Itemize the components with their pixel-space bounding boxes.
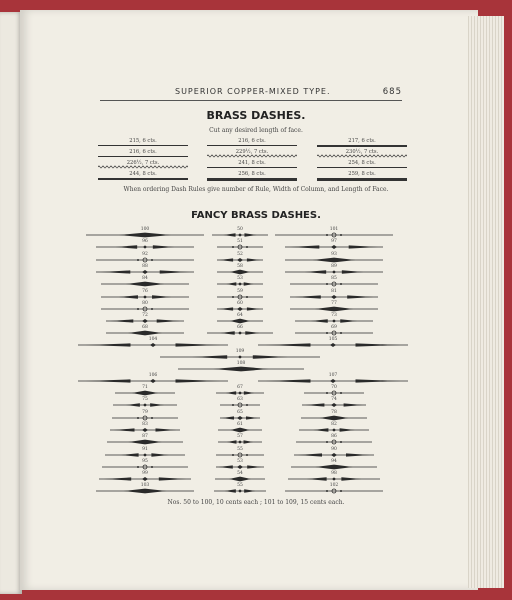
dash-ornament xyxy=(216,452,264,458)
fancy-dash xyxy=(78,374,228,383)
dash-label: 241, 8 cts. xyxy=(238,160,266,166)
fancy-dash xyxy=(217,314,263,323)
dash-ornament xyxy=(294,452,374,458)
dash-ornament xyxy=(220,415,260,421)
fancy-dash xyxy=(101,302,189,311)
fancy-dash xyxy=(217,277,263,286)
dash-number: 55 xyxy=(237,446,243,452)
dash-ornament xyxy=(288,476,380,482)
dash-ornament xyxy=(285,269,383,275)
fancy-dash xyxy=(218,435,262,444)
fancy-dash xyxy=(101,277,189,286)
dash-ornament xyxy=(299,427,369,433)
dash-number: 66 xyxy=(237,325,243,331)
fancy-dash xyxy=(294,448,374,457)
dash-number: 95 xyxy=(142,458,148,464)
brass-dashes-title: BRASS DASHES. xyxy=(206,109,306,122)
fancy-dash xyxy=(217,265,263,274)
dash-number: 51 xyxy=(237,239,243,245)
fancy-dash xyxy=(217,290,263,299)
dash-number: 69 xyxy=(331,325,337,331)
dash-number: 99 xyxy=(142,471,148,477)
fancy-dash xyxy=(214,484,266,493)
brass-dash-entry xyxy=(317,138,407,149)
dash-number: 87 xyxy=(142,434,148,440)
straight-rule xyxy=(317,145,407,147)
straight-rule xyxy=(98,145,188,146)
dash-number: 92 xyxy=(142,251,148,257)
dash-ornament xyxy=(217,318,263,324)
dash-ornament xyxy=(220,402,260,408)
fancy-dash xyxy=(96,265,194,274)
dash-ornament xyxy=(102,464,188,470)
fancy-dash xyxy=(105,448,185,457)
dash-number: 65 xyxy=(237,409,243,415)
dash-number: 93 xyxy=(331,251,337,257)
fancy-dash xyxy=(275,228,393,237)
dash-number: 97 xyxy=(331,239,337,245)
dash-number: 107 xyxy=(328,373,338,378)
dash-number: 101 xyxy=(329,227,339,232)
fancy-dash xyxy=(102,460,188,469)
fancy-dash xyxy=(178,362,304,371)
price-footer: Nos. 50 to 100, 10 cents each ; 101 to 109, 15 cents each. xyxy=(167,499,345,506)
dash-label: 230½, 7 cts. xyxy=(345,149,379,155)
dash-ornament xyxy=(160,354,320,360)
dash-number: 75 xyxy=(142,397,148,403)
dash-label: 259, 8 cts. xyxy=(348,171,376,177)
dash-number: 84 xyxy=(142,276,148,282)
fancy-dash xyxy=(299,423,369,432)
fancy-dash xyxy=(295,326,373,335)
running-header xyxy=(100,86,402,101)
dash-number: 90 xyxy=(331,446,337,452)
brass-dash-entry xyxy=(98,171,188,182)
fancy-dash xyxy=(110,423,180,432)
brass-dash-entry xyxy=(317,160,407,171)
fancy-dash xyxy=(212,228,268,237)
fancy-dash xyxy=(291,460,377,469)
dash-number: 67 xyxy=(237,385,243,390)
straight-rule xyxy=(98,156,188,157)
dash-ornament xyxy=(217,306,263,312)
dash-number: 89 xyxy=(331,263,337,269)
brass-column xyxy=(207,138,297,182)
dash-number: 76 xyxy=(142,288,148,294)
fancy-dash xyxy=(217,253,263,262)
dash-ornament xyxy=(290,294,378,300)
dash-ornament xyxy=(285,257,383,263)
fancy-dash xyxy=(220,411,260,420)
dash-label: 254, 8 cts. xyxy=(348,160,376,166)
fancy-dash xyxy=(285,484,383,493)
dash-number: 53 xyxy=(237,458,243,464)
dash-ornament xyxy=(212,232,268,238)
dash-ornament xyxy=(290,306,378,312)
dash-number: 86 xyxy=(331,434,337,440)
fancy-dash xyxy=(290,277,378,286)
dash-ornament xyxy=(216,464,264,470)
brass-dash-entry xyxy=(207,149,297,160)
dash-ornament xyxy=(112,415,178,421)
brass-dash-entry xyxy=(98,149,188,160)
dash-number: 61 xyxy=(237,421,243,427)
dash-ornament xyxy=(78,378,228,384)
dash-ornament xyxy=(101,294,189,300)
fancy-dash xyxy=(160,350,320,359)
fancy-dash xyxy=(96,484,194,493)
dash-number: 57 xyxy=(237,434,243,440)
dash-number: 79 xyxy=(142,409,148,415)
dash-ornament xyxy=(290,281,378,287)
dash-number: 78 xyxy=(331,409,337,415)
dash-ornament xyxy=(301,415,367,421)
dash-ornament xyxy=(214,488,266,494)
fancy-dashes-title: FANCY BRASS DASHES. xyxy=(191,210,321,221)
dash-ornament xyxy=(96,257,194,263)
dash-number: 106 xyxy=(148,373,158,378)
fancy-dash xyxy=(207,326,273,335)
dash-ornament xyxy=(96,488,194,494)
dash-ornament xyxy=(285,488,383,494)
fancy-dash xyxy=(302,398,366,407)
dash-ornament xyxy=(304,390,364,396)
dash-ornament xyxy=(215,476,265,482)
fancy-dash xyxy=(216,460,264,469)
dash-ornament xyxy=(295,318,373,324)
dash-ornament xyxy=(218,439,262,445)
dash-ornament xyxy=(258,342,408,348)
fancy-dash xyxy=(107,435,183,444)
fancy-dash xyxy=(216,386,264,395)
brass-dash-entry xyxy=(98,138,188,149)
ordering-note: When ordering Dash Rules give number of Rule, Width of Column, and Length of Face. xyxy=(123,186,389,193)
dash-number: 77 xyxy=(331,300,337,306)
dash-number: 64 xyxy=(237,313,243,319)
dash-ornament xyxy=(101,306,189,312)
dash-ornament xyxy=(86,232,204,238)
dash-ornament xyxy=(217,294,263,300)
dash-number: 103 xyxy=(140,483,150,489)
fancy-dash xyxy=(290,290,378,299)
fancy-dash xyxy=(296,435,372,444)
dash-number: 53 xyxy=(237,276,243,282)
dash-number: 54 xyxy=(237,471,243,477)
dash-number: 96 xyxy=(142,239,148,245)
header-title: SUPERIOR COPPER-MIXED TYPE. xyxy=(175,87,331,96)
dash-label: 256, 8 cts. xyxy=(238,171,266,177)
fancy-dash xyxy=(285,253,383,262)
brass-dash-entry xyxy=(207,138,297,149)
fancy-dash xyxy=(301,411,367,420)
straight-rule xyxy=(207,145,297,146)
dash-number: 100 xyxy=(140,227,150,232)
dash-number: 70 xyxy=(331,385,337,390)
fancy-dash xyxy=(290,302,378,311)
dash-ornament xyxy=(115,390,175,396)
dash-ornament xyxy=(258,378,408,384)
brass-dash-entry xyxy=(317,149,407,160)
dash-ornament xyxy=(96,269,194,275)
dash-number: 98 xyxy=(331,471,337,477)
page-number: 685 xyxy=(382,87,402,97)
dash-number: 72 xyxy=(142,313,148,319)
fancy-dash xyxy=(101,290,189,299)
dash-label: 229½, 7 cts. xyxy=(235,149,269,155)
fancy-dash xyxy=(218,423,262,432)
dash-label: 216, 6 cts. xyxy=(238,138,266,144)
dash-number: 68 xyxy=(142,325,148,331)
dash-number: 60 xyxy=(237,300,243,306)
fancy-dash xyxy=(215,472,265,481)
dash-ornament xyxy=(217,269,263,275)
dash-label: 226½, 7 cts. xyxy=(126,160,160,166)
dash-label: 216, 6 cts. xyxy=(129,149,157,155)
dash-number: 108 xyxy=(236,361,246,366)
brass-dash-entry xyxy=(207,160,297,171)
fancy-dash xyxy=(96,253,194,262)
dash-ornament xyxy=(99,476,191,482)
brass-dash-entry xyxy=(317,171,407,182)
straight-rule xyxy=(317,178,407,181)
straight-rule xyxy=(207,178,297,181)
fancy-dash xyxy=(216,448,264,457)
fancy-dash xyxy=(258,374,408,383)
wavy-rule xyxy=(207,154,297,158)
dash-ornament xyxy=(78,342,228,348)
fancy-dash xyxy=(106,326,184,335)
dash-ornament xyxy=(302,402,366,408)
dash-ornament xyxy=(101,281,189,287)
wavy-rule xyxy=(317,154,407,158)
fancy-dash xyxy=(220,398,260,407)
dash-number: 74 xyxy=(331,397,337,403)
fancy-dash xyxy=(258,338,408,347)
dash-number: 50 xyxy=(237,227,243,232)
dash-ornament xyxy=(105,452,185,458)
fancy-dash xyxy=(285,240,383,249)
fancy-dash xyxy=(295,314,373,323)
fancy-dash xyxy=(112,411,178,420)
fancy-dash xyxy=(99,472,191,481)
dash-number: 83 xyxy=(142,421,148,427)
brass-dash-entry xyxy=(98,160,188,171)
dash-ornament xyxy=(285,244,383,250)
fancy-dash xyxy=(115,386,175,395)
dash-label: 215, 6 cts. xyxy=(129,138,157,144)
dash-ornament xyxy=(106,318,184,324)
dash-ornament xyxy=(96,244,194,250)
dash-number: 105 xyxy=(328,337,338,342)
dash-ornament xyxy=(217,257,263,263)
wavy-rule xyxy=(98,165,188,169)
dash-number: 102 xyxy=(329,483,339,489)
dash-ornament xyxy=(217,281,263,287)
dash-number: 59 xyxy=(237,288,243,294)
dash-ornament xyxy=(275,232,393,238)
dash-label: 217, 6 cts. xyxy=(348,138,376,144)
dash-ornament xyxy=(178,366,304,372)
dash-ornament xyxy=(207,330,273,336)
dash-number: 58 xyxy=(237,263,243,269)
dash-ornament xyxy=(291,464,377,470)
brass-column xyxy=(317,138,407,182)
dash-ornament xyxy=(113,402,177,408)
fancy-dash xyxy=(106,314,184,323)
dash-number: 88 xyxy=(142,263,148,269)
dash-number: 85 xyxy=(331,276,337,282)
dash-ornament xyxy=(296,439,372,445)
dash-number: 109 xyxy=(235,349,245,354)
dash-ornament xyxy=(106,330,184,336)
dash-label: 244, 8 cts. xyxy=(129,171,157,177)
dash-number: 52 xyxy=(237,251,243,257)
dash-number: 71 xyxy=(142,385,148,390)
dash-ornament xyxy=(217,244,263,250)
brass-dash-entry xyxy=(207,171,297,182)
straight-rule xyxy=(317,167,407,168)
fancy-dash xyxy=(217,302,263,311)
dash-number: 55 xyxy=(237,483,243,489)
dash-number: 81 xyxy=(331,288,337,294)
dash-number: 91 xyxy=(142,446,148,452)
straight-rule xyxy=(98,178,188,180)
fancy-dash xyxy=(217,240,263,249)
dash-ornament xyxy=(110,427,180,433)
brass-column xyxy=(98,138,188,182)
fancy-dash xyxy=(304,386,364,395)
dash-ornament xyxy=(216,390,264,396)
left-page-edge xyxy=(0,12,22,594)
dash-ornament xyxy=(107,439,183,445)
dash-number: 104 xyxy=(148,337,158,342)
dash-ornament xyxy=(218,427,262,433)
fancy-dash xyxy=(288,472,380,481)
dash-ornament xyxy=(295,330,373,336)
brass-dashes-subtitle: Cut any desired length of face. xyxy=(209,127,303,134)
fancy-dash xyxy=(285,265,383,274)
dash-number: 94 xyxy=(331,458,337,464)
fancy-dash xyxy=(96,240,194,249)
fancy-dash xyxy=(78,338,228,347)
fancy-dash xyxy=(86,228,204,237)
dash-number: 82 xyxy=(331,421,337,427)
dash-number: 63 xyxy=(237,397,243,403)
dash-number: 80 xyxy=(142,300,148,306)
fancy-dash xyxy=(113,398,177,407)
straight-rule xyxy=(207,167,297,168)
dash-number: 73 xyxy=(331,313,337,319)
